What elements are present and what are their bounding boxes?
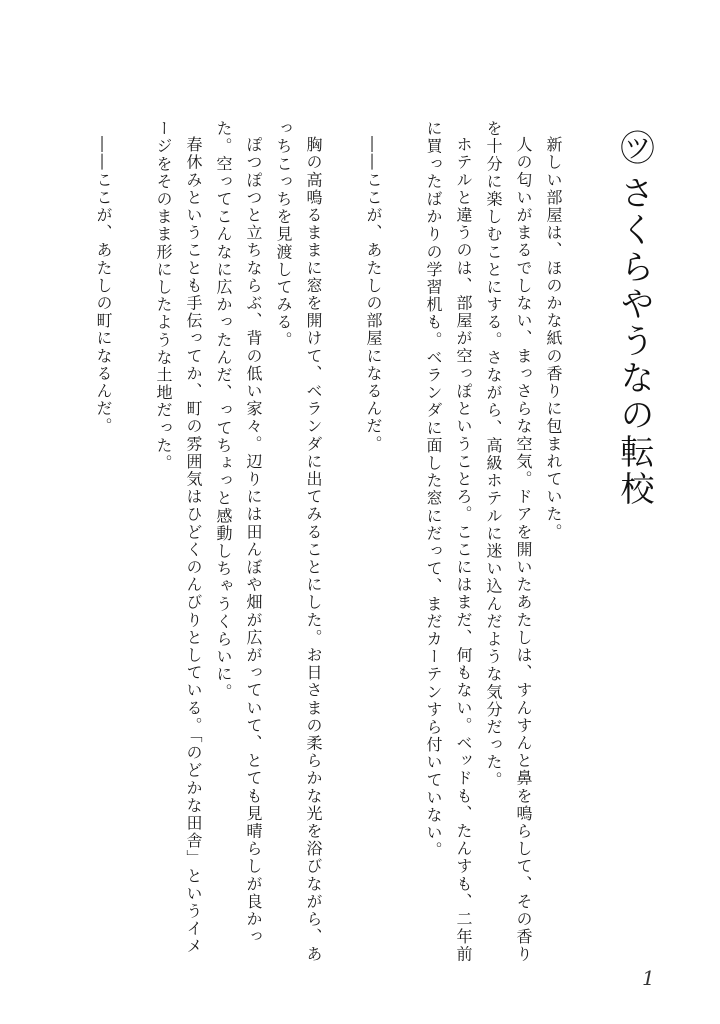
chapter-title (614, 130, 654, 508)
paragraph: ――ここが、あたしの部屋になるんだ。 (364, 136, 383, 453)
title-emblem-icon: ㋡ (614, 130, 654, 167)
paragraph: 人の匂いがまるでしない、まっさらな空気。ドアを開いたあたしは、すんすんと鼻を鳴らして、その香りを十分に楽しむことにする。さながら、高級ホテルに迷い込んだような気分だった。 (484, 120, 533, 964)
paragraph: 胸の高鳴るままに窓を開けて、ベランダに出てみることにした。お日さまの柔らかな光を浴びながら、あっちこっちを見渡してみる。 (274, 120, 323, 964)
body-text (94, 120, 568, 970)
chapter-title-text: さくらやうなの転校 (614, 175, 654, 508)
page-number: 1 (642, 966, 655, 990)
paragraph: ――ここが、あたしの町になるんだ。 (94, 136, 113, 436)
paragraph: 新しい部屋は、ほのかな紙の香りに包まれていた。 (544, 136, 563, 541)
paragraph: ホテルと違うのは、部屋が空っぽということろ。ここにはまだ、何もない。ベッドも、たんすも、二年前に買ったばかりの学習机も。ベランダに面した窓にだって、まだカーテンすら付いていない。 (424, 120, 473, 964)
paragraph: ぽつぽつと立ちならぶ、背の低い家々。辺りには田んぼや畑が広がっていて、とても見晴らしが良かった。空ってこんなに広かったんだ、ってちょっと感動しちゃうくらいに。 (214, 120, 263, 946)
paragraph: 春休みということも手伝ってか、町の雰囲気はひどくのんびりとしている。「のどかな田舎」というイメージをそのまま形にしたような土地だった。 (154, 120, 203, 956)
